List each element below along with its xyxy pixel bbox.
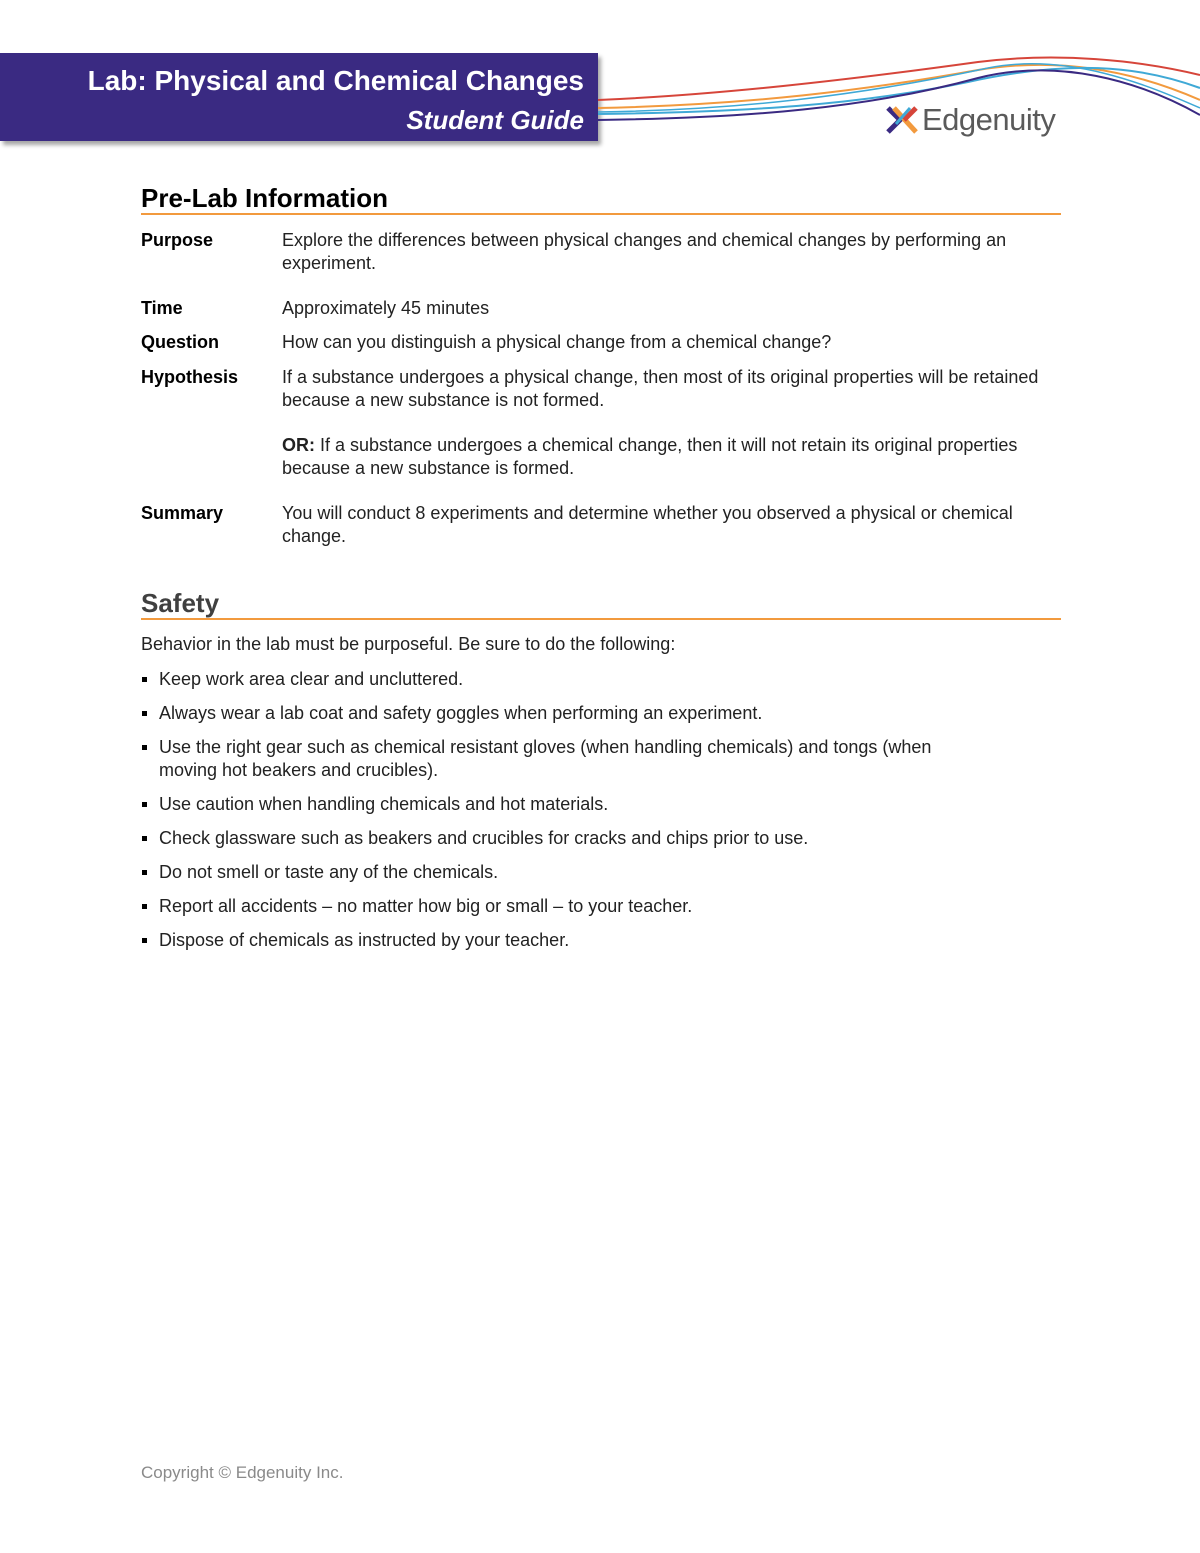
info-value: You will conduct 8 experiments and determine whether you observed a physical or chemical change. <box>282 503 1013 546</box>
info-label: Hypothesis <box>141 367 239 387</box>
edgenuity-x-icon <box>886 104 920 136</box>
bullet-icon <box>142 745 147 750</box>
info-value: How can you distinguish a physical change from a chemical change? <box>282 332 832 352</box>
bullet-icon <box>142 904 147 909</box>
list-item-text: Dispose of chemicals as instructed by your teacher. <box>159 930 570 950</box>
list-item <box>141 736 961 782</box>
list-item-text: Use the right gear such as chemical resistant gloves (when handling chemicals) and tongs (when moving hot beakers and crucibles). <box>159 737 932 780</box>
info-value <box>282 434 1052 480</box>
info-value: Approximately 45 minutes <box>282 298 490 318</box>
info-label: Summary <box>141 503 224 523</box>
safety-heading: Safety <box>141 588 1061 620</box>
safety-list <box>141 668 961 963</box>
list-item-text: Keep work area clear and uncluttered. <box>159 669 464 689</box>
safety-intro: Behavior in the lab must be purposeful. Be sure to do the following: <box>141 634 676 654</box>
bullet-icon <box>142 870 147 875</box>
prelab-heading: Pre-Lab Information <box>141 183 1061 215</box>
document-subtitle: Student Guide <box>406 105 584 135</box>
list-item <box>141 827 961 850</box>
bullet-icon <box>142 677 147 682</box>
list-item-text: Use caution when handling chemicals and hot materials. <box>159 794 609 814</box>
list-item <box>141 895 961 918</box>
list-item-text: Always wear a lab coat and safety goggles when performing an experiment. <box>159 703 763 723</box>
info-value: Explore the differences between physical changes and chemical changes by performing an experiment. <box>282 230 1007 273</box>
list-item-text: Check glassware such as beakers and crucibles for cracks and chips prior to use. <box>159 828 809 848</box>
copyright-footer: Copyright © Edgenuity Inc. <box>141 1463 344 1482</box>
hypothesis-alt-text: If a substance undergoes a chemical change, then it will not retain its original properties because a new substance is formed. <box>282 435 1018 478</box>
header-band <box>0 53 598 141</box>
logo-wordmark: Edgenuity <box>922 102 1056 137</box>
bullet-icon <box>142 836 147 841</box>
document-title: Lab: Physical and Chemical Changes <box>87 65 584 96</box>
list-item <box>141 861 961 884</box>
info-label: Purpose <box>141 230 214 250</box>
list-item <box>141 668 961 691</box>
list-item-text: Report all accidents – no matter how big or small – to your teacher. <box>159 896 693 916</box>
list-item <box>141 929 961 952</box>
list-item <box>141 702 961 725</box>
list-item <box>141 793 961 816</box>
bullet-icon <box>142 938 147 943</box>
info-label: Time <box>141 298 183 318</box>
bullet-icon <box>142 802 147 807</box>
bullet-icon <box>142 711 147 716</box>
or-prefix: OR: <box>282 435 315 455</box>
info-label: Question <box>141 332 220 352</box>
info-value: If a substance undergoes a physical change, then most of its original properties will be retained because a new substance is not formed. <box>282 367 1039 410</box>
list-item-text: Do not smell or taste any of the chemicals. <box>159 862 499 882</box>
edgenuity-logo <box>886 100 1066 140</box>
